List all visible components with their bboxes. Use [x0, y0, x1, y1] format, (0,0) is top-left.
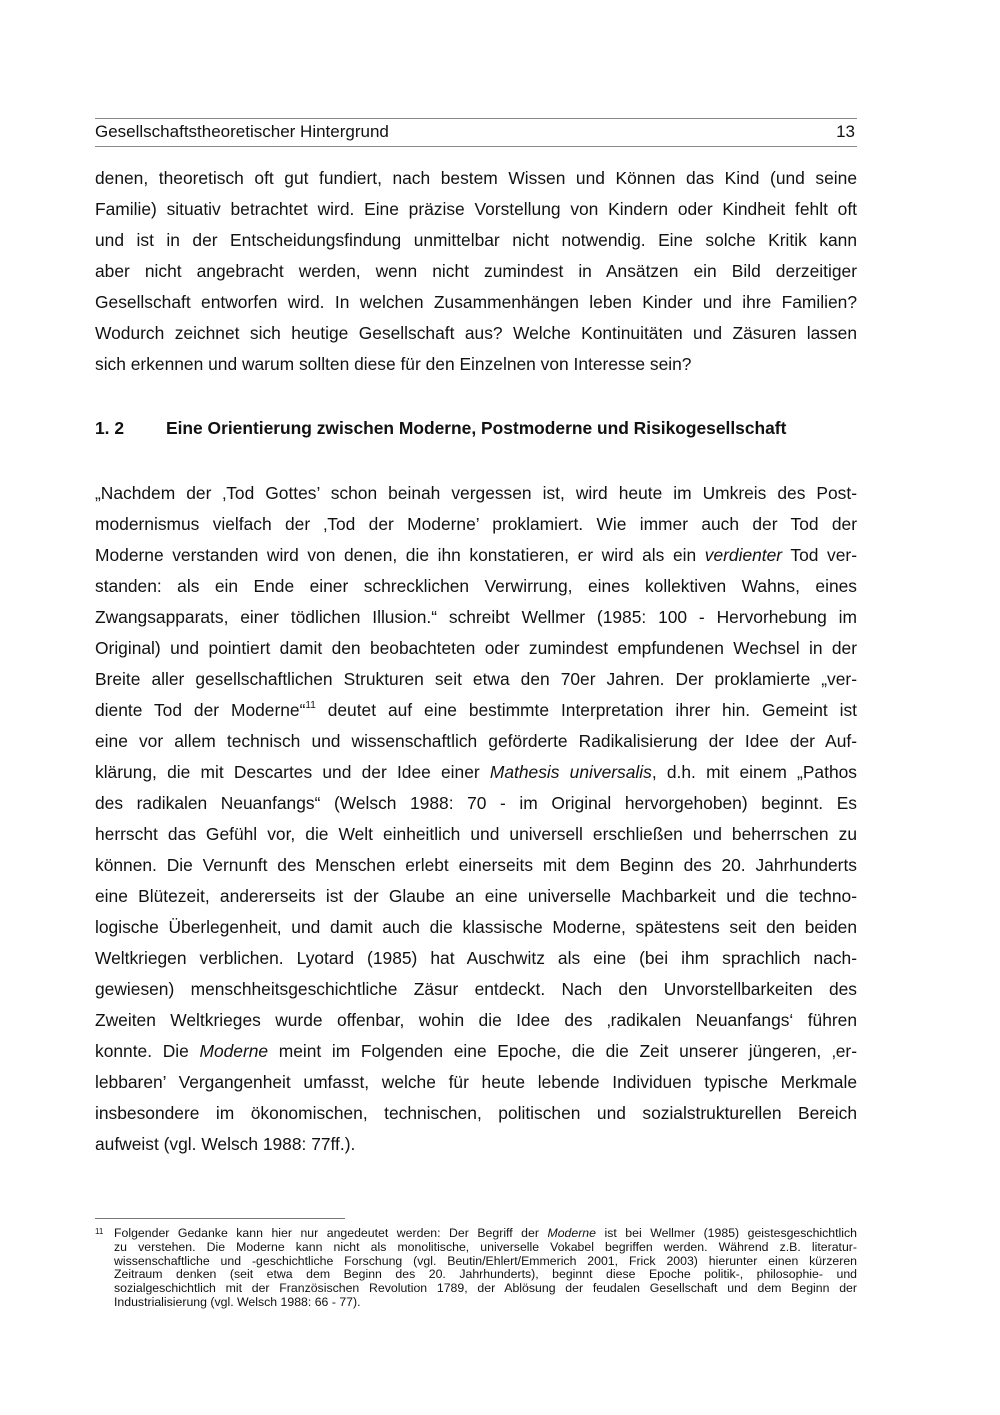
text-line: denen, theoretisch oft gut fundiert, nach bestem Wissen und Können das Kind (und seine [95, 168, 857, 188]
footnote-line: Industrialisierung (vgl. Welsch 1988: 66 - 77). [114, 1294, 361, 1309]
text-line: des radikalen Neuanfangs“ (Welsch 1988: 70 - im Original hervorgehoben) beginnt. Es [95, 793, 857, 813]
footnote-reference[interactable]: 11 [305, 700, 316, 712]
emphasis: Moderne [199, 1041, 269, 1061]
text-run: meint im Folgenden eine Epoche, die die Zeit unserer jüngeren, ‚er- [268, 1041, 857, 1061]
text-run: , d.h. mit einem „Pathos [651, 762, 857, 782]
footnote-line [114, 1227, 857, 1241]
text-line: gewiesen) menschheitsgeschichtliche Zäsur entdeckt. Nach den Unvorstellbarkeiten des [95, 979, 857, 999]
text-line: aufweist (vgl. Welsch 1988: 77ff.). [95, 1134, 356, 1154]
text-run: ist bei Wellmer (1985) geistesgeschichtlich [596, 1226, 857, 1240]
footnote-line: zu verstehen. Die Moderne kann nicht als monolitische, universelle Vokabel begriffen werden. Während z.B. literatur- [114, 1239, 857, 1254]
text-line: logische Überlegenheit, und damit auch die klassische Moderne, spätestens seit den beiden [95, 917, 857, 937]
text-run: deutet auf eine bestimmte Interpretation ihrer hin. Gemeint ist [315, 700, 857, 720]
text-run: klärung, die mit Descartes und der Idee einer [95, 762, 490, 782]
text-line: Breite aller gesellschaftlichen Strukturen seit etwa den 70er Jahren. Der proklamierte „ver- [95, 669, 857, 689]
running-header [95, 118, 857, 147]
footnote-separator [95, 1218, 345, 1219]
text-line: Zwangsapparats, einer tödlichen Illusion.“ schreibt Wellmer (1985: 100 - Hervorhebung im [95, 607, 857, 627]
text-line: eine Blütezeit, andererseits ist der Glaube an eine universelle Machbarkeit und die techno- [95, 886, 857, 906]
text-line: Familie) situativ betrachtet wird. Eine präzise Vorstellung von Kindern oder Kindheit fehlt oft [95, 199, 857, 219]
text-line: insbesondere im ökonomischen, technischen, politischen und sozialstrukturellen Bereich [95, 1103, 857, 1123]
paragraph-main [95, 478, 857, 1160]
running-title: Gesellschaftstheoretischer Hintergrund [95, 122, 389, 141]
text-line: und ist in der Entscheidungsfindung unmittelbar nicht notwendig. Eine solche Kritik kann [95, 230, 857, 250]
text-run: konnte. Die [95, 1041, 200, 1061]
footnote-body [114, 1227, 857, 1310]
text-line [95, 695, 857, 726]
emphasis: verdienter [704, 545, 783, 565]
footnote-line: wissenschaftliche und -geschichtliche Forschung (vgl. Beutin/Ehlert/Emmerich 2001, Frick 2003) hierunter einen kürzeren [114, 1253, 857, 1268]
text-line: standen: als ein Ende einer schrecklichen Verwirrung, eines kollektiven Wahns, eines [95, 576, 857, 596]
text-line: eine vor allem technisch und wissenschaftlich geförderte Radikalisierung der Idee der Auf- [95, 731, 857, 751]
section-number: 1. 2 [95, 418, 125, 438]
text-line: Gesellschaft entworfen wird. In welchen Zusammenhängen leben Kinder und ihre Familien? [95, 292, 857, 312]
text-line [95, 540, 857, 571]
text-line [95, 757, 857, 788]
text-line: lebbaren’ Vergangenheit umfasst, welche für heute lebende Individuen typische Merkmale [95, 1072, 857, 1092]
emphasis: Moderne [547, 1226, 596, 1240]
text-line: aber nicht angebracht werden, wenn nicht zumindest in Ansätzen ein Bild derzeitiger [95, 261, 857, 281]
footnote-line: sozialgeschichtlich mit der Französischen Revolution 1789, der Ablösung der feudalen Gesellschaft und dem Beginn der [114, 1281, 857, 1296]
footnote-marker: 11 [95, 1227, 104, 1236]
text-run: Moderne verstanden wird von denen, die ihn konstatieren, er wird als ein [95, 545, 705, 565]
text-line: „Nachdem der ‚Tod Gottes’ schon beinah vergessen ist, wird heute im Umkreis des Post- [95, 483, 857, 503]
page-number: 13 [836, 122, 855, 141]
text-line: können. Die Vernunft des Menschen erlebt einerseits mit dem Beginn des 20. Jahrhunderts [95, 855, 857, 875]
text-line: Wodurch zeichnet sich heutige Gesellschaft aus? Welche Kontinuitäten und Zäsuren lassen [95, 323, 857, 343]
text-run: diente Tod der Moderne“ [95, 700, 306, 720]
text-line: herrscht das Gefühl vor, die Welt einheitlich und universell erschließen und beherrschen zu [95, 824, 857, 844]
emphasis: Mathesis universalis [489, 762, 652, 782]
paragraph-intro [95, 163, 857, 380]
text-run: Tod ver- [782, 545, 857, 565]
text-line: modernismus vielfach der ‚Tod der Moderne’ proklamiert. Wie immer auch der Tod der [95, 514, 857, 534]
footnote-line: Zeitraum denken (seit etwa dem Beginn des 20. Jahrhunderts), beginnt diese Epoche politik-, philosophie- und [114, 1267, 857, 1282]
text-line: sich erkennen und warum sollten diese für den Einzelnen von Interesse sein? [95, 354, 692, 374]
section-title: Eine Orientierung zwischen Moderne, Postmoderne und Risikogesellschaft [166, 418, 787, 438]
text-line: Zweiten Weltkrieges wurde offenbar, wohin die Idee des ‚radikalen Neuanfangs‘ führen [95, 1010, 857, 1030]
text-run: Folgender Gedanke kann hier nur angedeutet werden: Der Begriff der [114, 1226, 548, 1240]
text-line [95, 1036, 857, 1067]
footnote [95, 1227, 857, 1310]
section-heading [95, 418, 786, 439]
text-line: Weltkriegen verblichen. Lyotard (1985) hat Auschwitz als eine (bei ihm sprachlich nach- [95, 948, 857, 968]
text-line: Original) und pointiert damit den beobachteten oder zumindest empfundenen Wechsel in der [95, 638, 857, 658]
